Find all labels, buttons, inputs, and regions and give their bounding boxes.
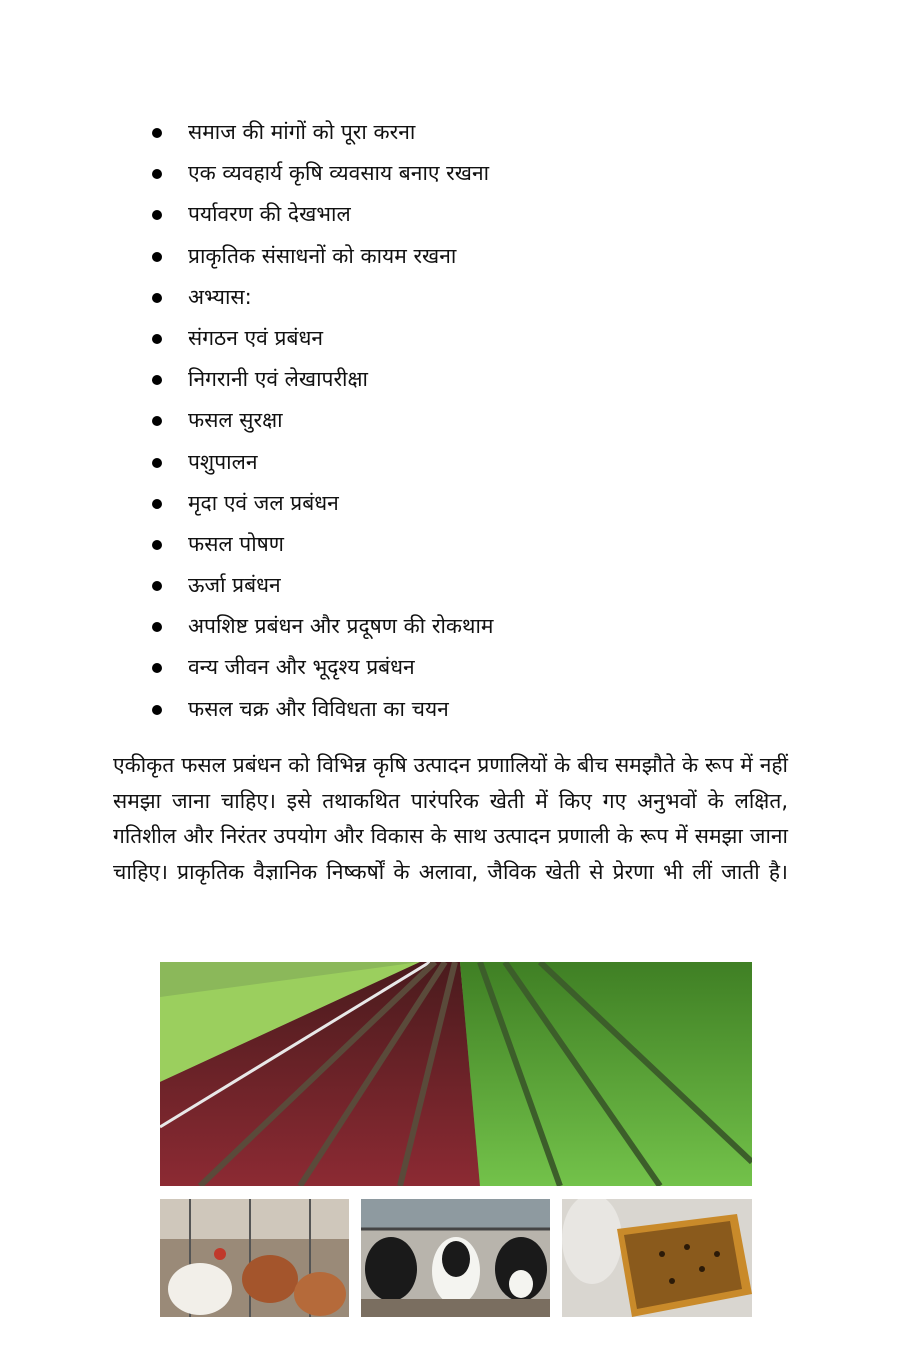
bullet-icon <box>152 540 162 550</box>
list-item <box>150 359 493 400</box>
list-item <box>150 236 493 277</box>
bullet-icon <box>152 169 162 179</box>
bullet-icon <box>152 663 162 673</box>
list-item-text: पर्यावरण की देखभाल <box>188 202 351 227</box>
bullet-icon <box>152 499 162 509</box>
bullet-icon <box>152 375 162 385</box>
bullet-icon <box>152 581 162 591</box>
list-item <box>150 689 493 730</box>
list-item <box>150 277 493 318</box>
list-item-text: समाज की मांगों को पूरा करना <box>188 120 416 144</box>
list-item <box>150 647 493 688</box>
list-item-text: निगरानी एवं लेखापरीक्षा <box>188 367 368 392</box>
list-item-text: फसल पोषण <box>188 531 284 556</box>
list-item <box>150 565 493 606</box>
list-item <box>150 318 493 359</box>
beekeeping-photo <box>562 1199 752 1317</box>
list-item-text: फसल चक्र और विविधता का चयन <box>188 696 449 721</box>
bullet-icon <box>152 416 162 426</box>
list-item-text: अभ्यास: <box>188 284 252 309</box>
list-item-text: संगठन एवं प्रबंधन <box>188 325 324 350</box>
chickens-photo <box>160 1199 349 1317</box>
list-item-text: वन्य जीवन और भूदृश्य प्रबंधन <box>188 655 415 680</box>
bullet-icon <box>152 705 162 715</box>
list-item <box>150 442 493 483</box>
list-item-text: मृदा एवं जल प्रबंधन <box>188 490 339 515</box>
bullet-list <box>150 112 493 730</box>
list-item <box>150 400 493 441</box>
list-item <box>150 112 493 153</box>
lettuce-field-photo <box>160 962 752 1186</box>
bullet-icon <box>152 458 162 468</box>
list-item-text: पशुपालन <box>188 449 258 474</box>
bullet-icon <box>152 622 162 632</box>
list-item <box>150 606 493 647</box>
body-paragraph: एकीकृत फसल प्रबंधन को विभिन्न कृषि उत्पादन प्रणालियों के बीच समझौते के रूप में नहीं समझा जाना चाहिए। इसे तथाकथित पारंपरिक खेती में किए गए अनुभवों के लक्षित, गतिशील और निरंतर उपयोग और विकास के साथ उत्पादन प्रणाली के रूप में समझा जाना चाहिए। प्राकृतिक वैज्ञानिक निष्कर्षों के अलावा, जैविक खेती से प्रेरणा भी लीं जाती है। <box>113 753 788 884</box>
bullet-icon <box>152 334 162 344</box>
list-item-text: अपशिष्ट प्रबंधन और प्रदूषण की रोकथाम <box>188 614 494 639</box>
list-item <box>150 483 493 524</box>
list-item-text: ऊर्जा प्रबंधन <box>188 573 281 598</box>
list-item <box>150 194 493 235</box>
bullet-icon <box>152 128 162 138</box>
bullet-icon <box>152 293 162 303</box>
list-item <box>150 524 493 565</box>
list-item-text: फसल सुरक्षा <box>188 408 283 433</box>
list-item <box>150 153 493 194</box>
list-item-text: एक व्यवहार्य कृषि व्यवसाय बनाए रखना <box>188 161 490 186</box>
list-item-text: प्राकृतिक संसाधनों को कायम रखना <box>188 243 457 268</box>
bullet-icon <box>152 210 162 220</box>
bullet-icon <box>152 252 162 262</box>
cows-photo <box>361 1199 550 1317</box>
